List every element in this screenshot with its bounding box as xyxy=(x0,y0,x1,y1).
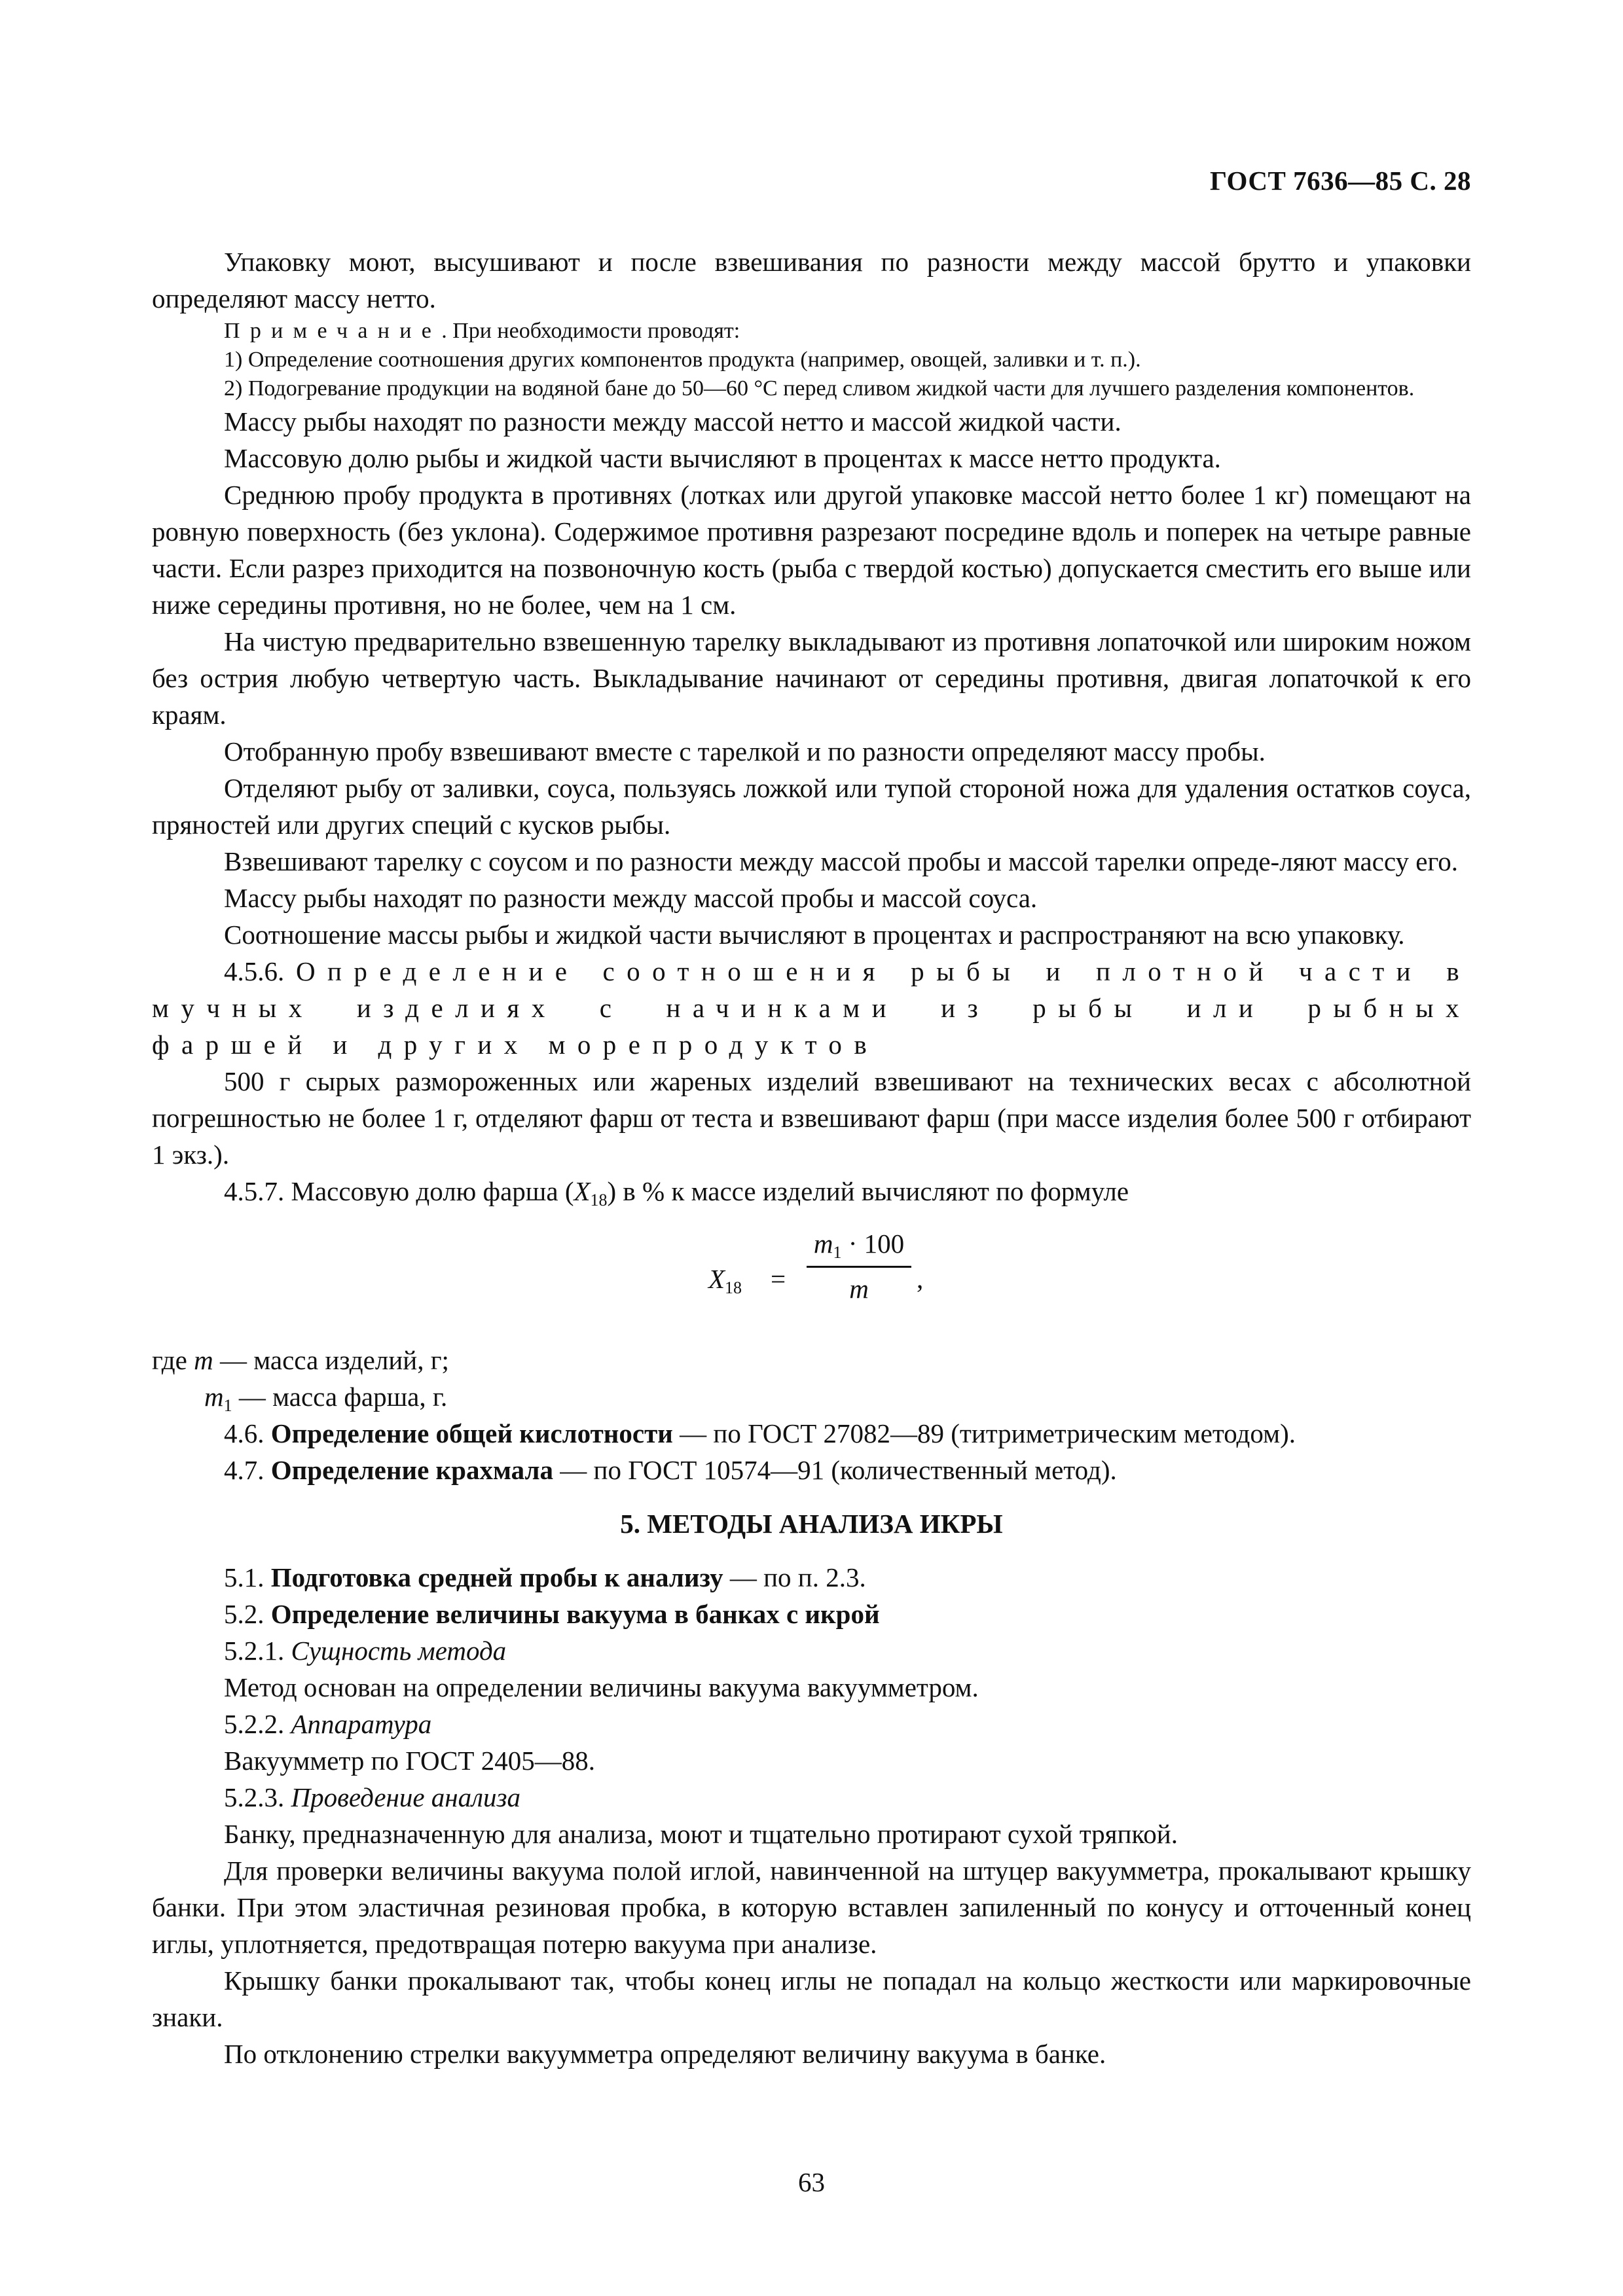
section-title: Определение соотношения рыбы и плотной части в мучных изделиях с начинками из рыбы или рыбных фаршей и других морепродуктов xyxy=(152,956,1472,1060)
paragraph: Среднюю пробу продукта в противнях (лотках или другой упаковке массой нетто более 1 кг) помещают на ровную поверхность (без уклона). Содержимое противня разрезают посредине вдоль и поперек на четыре равные части. Если разрез приходится на позвоночную кость (рыба с твердой костью) допускается сместить его выше или ниже середины противня, но не более, чем на 1 см. xyxy=(152,480,1471,620)
paragraph: 500 г сырых размороженных или жареных изделий взвешивают на технических весах с абсолютной погрешностью не более 1 г, отделяют фарш от теста и взвешивают фарш (при массе изделия более 500 г отбирают 1 экз.). xyxy=(152,1066,1471,1170)
formula xyxy=(152,1213,1471,1342)
document-body xyxy=(152,243,1471,2072)
section-number: 4.5.6. xyxy=(224,956,285,986)
paragraph-4-5-7 xyxy=(152,1173,1471,1210)
section-4-6: 4.6. Определение общей кислотности — по ГОСТ 27082—89 (титриметрическим методом). xyxy=(224,1418,1296,1448)
paragraph: Массу рыбы находят по разности между массой нетто и массой жидкой части. xyxy=(224,406,1122,437)
paragraph: Массовую долю рыбы и жидкой части вычисляют в процентах к массе нетто продукта. xyxy=(224,443,1221,473)
section-5-1: 5.1. Подготовка средней пробы к анализу — по п. 2.3. xyxy=(224,1562,866,1592)
formula-lhs: $X_{18}$ xyxy=(708,1264,742,1297)
paragraph: Для проверки величины вакуума полой иглой, навинченной на штуцер вакуумметра, прокалывают крышку банки. При этом эластичная резиновая пробка, в которую вставлен запиленный по конусу и отточенный конец иглы, уплотняется, предотвращая потерю вакуума при анализе. xyxy=(152,1856,1471,1959)
paragraph: Отделяют рыбу от заливки, соуса, пользуясь ложкой или тупой стороной ножа для удаления остатков соуса, пряностей или других специй с кусков рыбы. xyxy=(152,773,1471,840)
section-5-2-2: 5.2.2. Аппаратура xyxy=(224,1709,432,1739)
paragraph: Банку, предназначенную для анализа, моют и тщательно протирают сухой тряпкой. xyxy=(224,1819,1178,1849)
text-run: ) в % к массе изделий вычисляют по формуле xyxy=(607,1176,1129,1206)
paragraph: На чистую предварительно взвешенную тарелку выкладывают из противня лопаточкой или широким ножом без острия любую четвертую часть. Выкладывание начинают от середины противня, двигая лопаточкой к его краям. xyxy=(152,626,1471,730)
note-item: 1) Определение соотношения других компонентов продукта (например, овощей, заливки и т. п.). xyxy=(224,348,1141,372)
formula-denominator: m xyxy=(849,1274,869,1304)
paragraph: Взвешивают тарелку с соусом и по разности между массой пробы и массой тарелки опреде-ляют массу его. xyxy=(224,846,1458,876)
section-5-title: 5. МЕТОДЫ АНАЛИЗА ИКРЫ xyxy=(620,1509,1003,1539)
note-heading xyxy=(152,317,1471,346)
paragraph: Упаковку моют, высушивают и после взвешивания по разности между массой брутто и упаковки определяют массу нетто. xyxy=(152,247,1471,314)
paragraph: Крышку банки прокалывают так, чтобы конец иглы не попадал на кольцо жесткости или маркировочные знаки. xyxy=(152,1965,1471,2032)
formula-fraction xyxy=(807,1227,911,1306)
where-line: где m — масса изделий, г; xyxy=(152,1345,449,1375)
fraction-bar xyxy=(807,1266,911,1268)
variable: X xyxy=(574,1176,591,1206)
paragraph: Вакуумметр по ГОСТ 2405—88. xyxy=(224,1746,595,1776)
formula-numerator: $m_1 \cdot 100$ xyxy=(813,1229,905,1262)
formula-comma: , xyxy=(917,1264,924,1294)
paragraph: Метод основан на определении величины вакуума вакуумметром. xyxy=(224,1672,979,1702)
paragraph: Соотношение массы рыбы и жидкой части вычисляют в процентах и распространяют на всю упаковку. xyxy=(224,920,1405,950)
page-number: 63 xyxy=(798,2167,825,2197)
section-5-2-1: 5.2.1. Сущность метода xyxy=(224,1636,507,1666)
note-item: 2) Подогревание продукции на водяной бане до 50—60 °С перед сливом жидкой части для лучшего разделения компонентов. xyxy=(224,376,1415,401)
paragraph: Массу рыбы находят по разности между массой пробы и массой соуса. xyxy=(224,883,1038,913)
paragraph: По отклонению стрелки вакуумметра определяют величину вакуума в банке. xyxy=(224,2039,1106,2069)
section-5-2-3: 5.2.3. Проведение анализа xyxy=(224,1782,521,1812)
note-text: . При необходимости проводят: xyxy=(441,319,740,343)
section-4-7: 4.7. Определение крахмала — по ГОСТ 10574—91 (количественный метод). xyxy=(224,1455,1117,1485)
subscript: 18 xyxy=(590,1191,608,1210)
note-label: Примечание xyxy=(224,319,442,343)
where-line: $m_1$ — масса фарша, г. xyxy=(204,1382,448,1415)
formula-equals: = xyxy=(771,1264,786,1294)
paragraph: Отобранную пробу взвешивают вместе с тарелкой и по разности определяют массу пробы. xyxy=(224,736,1266,766)
text-run: 4.5.7. Массовую долю фарша ( xyxy=(224,1176,574,1206)
page-header: ГОСТ 7636—85 С. 28 xyxy=(1209,166,1471,196)
section-5-2: 5.2. Определение величины вакуума в банках с икрой xyxy=(224,1599,880,1629)
section-heading-4-5-6 xyxy=(152,953,1471,1063)
